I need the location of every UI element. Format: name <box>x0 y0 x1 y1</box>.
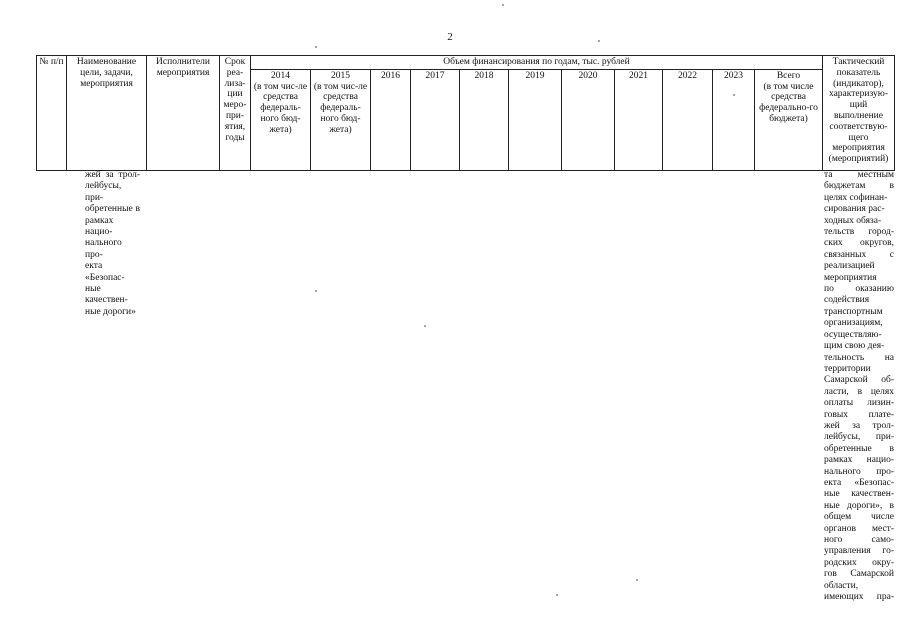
year-label: 2018 <box>474 70 494 81</box>
text-line: управления го- <box>824 546 894 557</box>
year-label: 2015 <box>331 70 350 81</box>
header-total <box>755 69 823 170</box>
text-line: жей за трол- <box>85 170 140 180</box>
header-funding-group: Объем финансирования по годам, тыс. рублей <box>251 56 823 70</box>
text-line: нального про- <box>824 466 894 477</box>
text-line: мероприятия <box>824 272 877 283</box>
year-label: 2019 <box>525 70 545 81</box>
text-line: транспортным <box>824 306 883 317</box>
text-line: екта «Безопас- <box>824 477 894 488</box>
scan-speck <box>733 94 735 96</box>
measure-name-text <box>85 170 140 318</box>
header-number: № п/п <box>37 56 67 171</box>
page-number: 2 <box>447 31 453 43</box>
text-line: ные дороги», в <box>824 500 894 511</box>
header-term: Срок реа-лиза-ции меро-при-ятия, годы <box>220 56 251 171</box>
header-year-2016 <box>371 69 411 170</box>
text-line: целях софинан- <box>824 192 888 203</box>
text-line: щим свою дея- <box>824 341 885 352</box>
header-name: Наименование цели, задачи, мероприятия <box>67 56 147 171</box>
text-line: реализацией <box>824 261 875 272</box>
year-note: (в том чис-ле средства федераль-ного бюд-жета) <box>313 81 368 135</box>
year-label: 2014 <box>271 70 290 81</box>
text-line: сирования рас- <box>824 204 885 215</box>
text-line: Самарской об- <box>824 375 894 386</box>
header-year-2022 <box>663 69 713 170</box>
text-line: ные дороги» <box>85 306 136 317</box>
text-line: лейбусы, при- <box>824 432 894 443</box>
year-label: 2017 <box>425 70 445 81</box>
header-year-2015 <box>311 69 371 170</box>
total-note: (в том числе средства федерально-го бюджета) <box>759 81 818 124</box>
text-line: ные качествен- <box>824 489 894 500</box>
text-line: по оказанию <box>824 284 894 295</box>
text-line: ходных обяза- <box>824 215 882 226</box>
text-line: общем числе <box>824 512 894 523</box>
header-year-2017 <box>411 69 460 170</box>
scan-speck <box>315 46 317 48</box>
header-year-2021 <box>615 69 663 170</box>
text-line: та местным <box>824 170 894 180</box>
text-line: оплаты лизин- <box>824 398 894 409</box>
text-line: рамках нацио- <box>824 455 894 466</box>
year-note: (в том чис-ле средства федераль-ного бюд-жета) <box>253 81 308 135</box>
text-line: говых плате- <box>824 409 894 420</box>
text-line: территории <box>824 363 871 374</box>
text-line: организациям, <box>824 318 883 329</box>
year-label: 2016 <box>381 70 400 81</box>
header-year-2019 <box>509 69 562 170</box>
text-line: обретенные в <box>85 204 140 215</box>
total-label: Всего <box>776 70 801 81</box>
text-line: ласти, в целях <box>824 386 894 397</box>
text-line: связанных с <box>824 249 894 260</box>
text-line: екта «Безопас- <box>85 261 125 283</box>
text-line: бюджетам в <box>824 181 894 192</box>
text-line: обретенные в <box>824 443 894 454</box>
text-line: тельств город- <box>824 227 894 238</box>
header-year-2014 <box>251 69 311 170</box>
text-line: ских округов, <box>824 238 894 249</box>
year-label: 2021 <box>629 70 648 81</box>
year-label: 2023 <box>724 70 743 81</box>
text-line: ные качествен- <box>85 284 128 306</box>
scan-speck <box>315 290 317 292</box>
text-line: лейбусы, при- <box>85 181 122 203</box>
year-label: 2020 <box>578 70 598 81</box>
scan-speck <box>556 594 558 596</box>
header-year-2018 <box>460 69 509 170</box>
text-line: органов мест- <box>824 523 894 534</box>
text-line: содействия <box>824 295 870 306</box>
text-line: ного само- <box>824 535 894 545</box>
scan-speck <box>598 40 600 42</box>
text-line: родских окру- <box>824 557 894 568</box>
text-line: имеющих пра- <box>824 592 894 603</box>
header-indicator: Тактический показатель (индикатор), характеризую-щий выполнение соответствую-щего мероприятия (мероприятий) <box>823 56 895 171</box>
scan-speck <box>424 325 426 327</box>
scan-speck <box>502 4 504 6</box>
text-line: жей за трол- <box>824 420 894 431</box>
scan-speck <box>636 579 638 581</box>
year-label: 2022 <box>678 70 697 81</box>
text-line: области, <box>824 580 859 591</box>
indicator-text <box>824 170 894 603</box>
text-line: нального про- <box>85 238 122 260</box>
header-executors: Исполнители мероприятия <box>147 56 220 171</box>
header-year-2023 <box>713 69 755 170</box>
text-line: гов Самарской <box>824 569 894 580</box>
program-table <box>36 55 895 171</box>
text-line: рамках нацио- <box>85 215 114 238</box>
text-line: тельность на <box>824 352 894 363</box>
text-line: осуществляю- <box>824 329 882 340</box>
header-year-2020 <box>562 69 615 170</box>
